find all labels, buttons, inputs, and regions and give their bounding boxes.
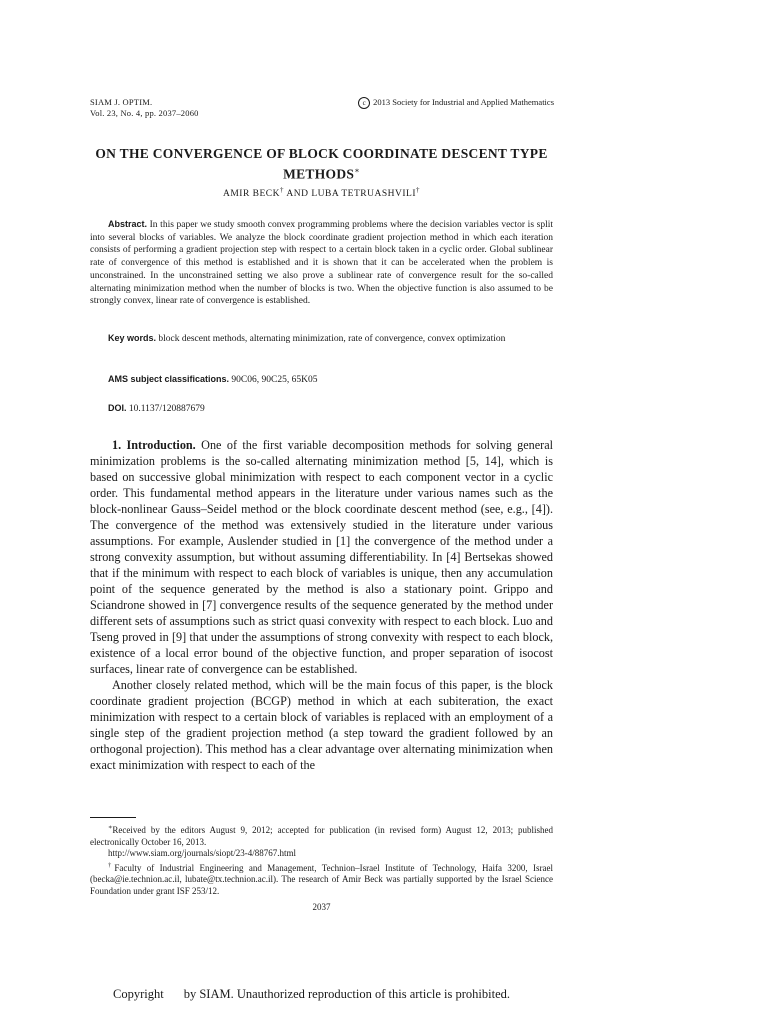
- title-text: ON THE CONVERGENCE OF BLOCK COORDINATE DESCENT TYPE METHODS: [95, 146, 548, 182]
- intro-paragraph-2: Another closely related method, which will be the main focus of this paper, is the block coordinate gradient projection (BCGP) method in which at each subiteration, the exact minimization with respect to a certain block of variables is replaced with an employment of a single step of the gradient projection method (a step toward the gradient followed by an orthogonal projection). This method has a clear advantage over alternating minimization when exact minimization with respect to each of the: [90, 678, 553, 772]
- journal-volume: Vol. 23, No. 4, pp. 2037–2060: [90, 108, 199, 118]
- doi-text: 10.1137/120887679: [128, 404, 205, 414]
- footer-left: Copyright: [113, 987, 164, 1001]
- footnote-2-mark: †: [108, 861, 115, 869]
- footnote-1: [90, 822, 553, 848]
- doi-label: DOI.: [108, 403, 127, 413]
- title-footnote-mark: ∗: [354, 166, 360, 175]
- footnote-1-url[interactable]: http://www.siam.org/journals/siopt/23-4/88767.html: [108, 848, 296, 858]
- doi: [108, 403, 205, 414]
- footnote-2-text: Faculty of Industrial Engineering and Management, Technion–Israel Institute of Technology, Haifa 3200, Israel (becka@ie.technion.ac.il, lubate@tx.technion.ac.il). The research of Amir Beck was partially supported by the Israel Science Foundation under grant ISF 253/12.: [90, 862, 553, 896]
- keywords: [90, 332, 553, 346]
- footer-right: by SIAM. Unauthorized reproduction of this article is prohibited.: [183, 987, 511, 1001]
- journal-header: [90, 97, 199, 119]
- copyright-header: [358, 97, 554, 109]
- abstract: [90, 218, 553, 308]
- author-line: [90, 186, 553, 199]
- intro-paragraph-1: [90, 437, 553, 677]
- footnote-1-mark: ∗: [108, 824, 113, 831]
- ams-classifications: [108, 374, 317, 385]
- footnotes: [90, 822, 553, 897]
- copyright-footer: [113, 987, 510, 1002]
- section-heading: 1. Introduction.: [112, 438, 196, 452]
- author-1: AMIR BECK: [222, 189, 281, 200]
- keywords-label: Key words.: [108, 333, 157, 343]
- copyright-text: 2013 Society for Industrial and Applied Mathematics: [373, 97, 554, 107]
- footnote-rule: [90, 817, 136, 818]
- ams-label: AMS subject classifications.: [108, 374, 230, 384]
- footnote-1-text: Received by the editors August 9, 2012; accepted for publication (in revised form) August 12, 2013; published electronically October 16, 2013.: [90, 825, 553, 847]
- author-connector: AND: [286, 189, 309, 200]
- ams-text: 90C06, 90C25, 65K05: [231, 375, 318, 385]
- abstract-text: In this paper we study smooth convex programming problems where the decision variables vector is split into several blocks of variables. We analyze the block coordinate gradient projection method in which each iteration consists of performing a gradient projection step with respect to a certain block taken in a cyclic order. Global sublinear rate of convergence of this method is established and it is shown that it can be accelerated when the problem is unconstrained. In the unconstrained setting we also prove a sublinear rate of convergence result for the so-called alternating minimization method when the number of blocks is two. When the objective function is also assumed to be strongly convex, linear rate of convergence is established.: [90, 220, 554, 307]
- copyright-icon: c: [358, 97, 370, 109]
- footnote-2: [90, 860, 553, 898]
- abstract-label: Abstract.: [108, 219, 148, 229]
- paper-title: [90, 145, 553, 183]
- page-number: 2037: [312, 902, 331, 912]
- intro-p1-text: One of the first variable decomposition methods for solving general minimization problems is the so-called alternating minimization method [5, 14], which is based on successive global minimization with respect to each component vector in a cyclic order. This fundamental method appears in the literature under various names such as the block-nonlinear Gauss–Seidel method or the block coordinate descent method (see, e.g., [4]). The convergence of the method was extensively studied in the literature under various assumptions. For example, Auslender studied in [1] the convergence of the method under a strong convexity assumption, but without assuming differentiability. In [4] Bertsekas showed that if the minimum with respect to each block of variables is unique, then any accumulation point of the sequence generated by the method is also a stationary point. Grippo and Sciandrone showed in [7] convergence results of the sequence generated by the method under different sets of assumptions such as strict quasi convexity with respect to each block. Luo and Tseng proved in [9] that under the assumptions of strong convexity with respect to each block, existence of a local error bound of the objective function, and proper separation of isocost surfaces, linear rate of convergence can be established.: [90, 438, 553, 676]
- author-1-mark: †: [280, 186, 285, 194]
- author-2: LUBA TETRUASHVILI: [311, 189, 416, 200]
- journal-name: SIAM J. OPTIM.: [90, 97, 153, 107]
- introduction-section: [90, 437, 553, 773]
- keywords-text: block descent methods, alternating minimization, rate of convergence, convex optimization: [158, 334, 506, 344]
- author-2-mark: †: [416, 186, 420, 194]
